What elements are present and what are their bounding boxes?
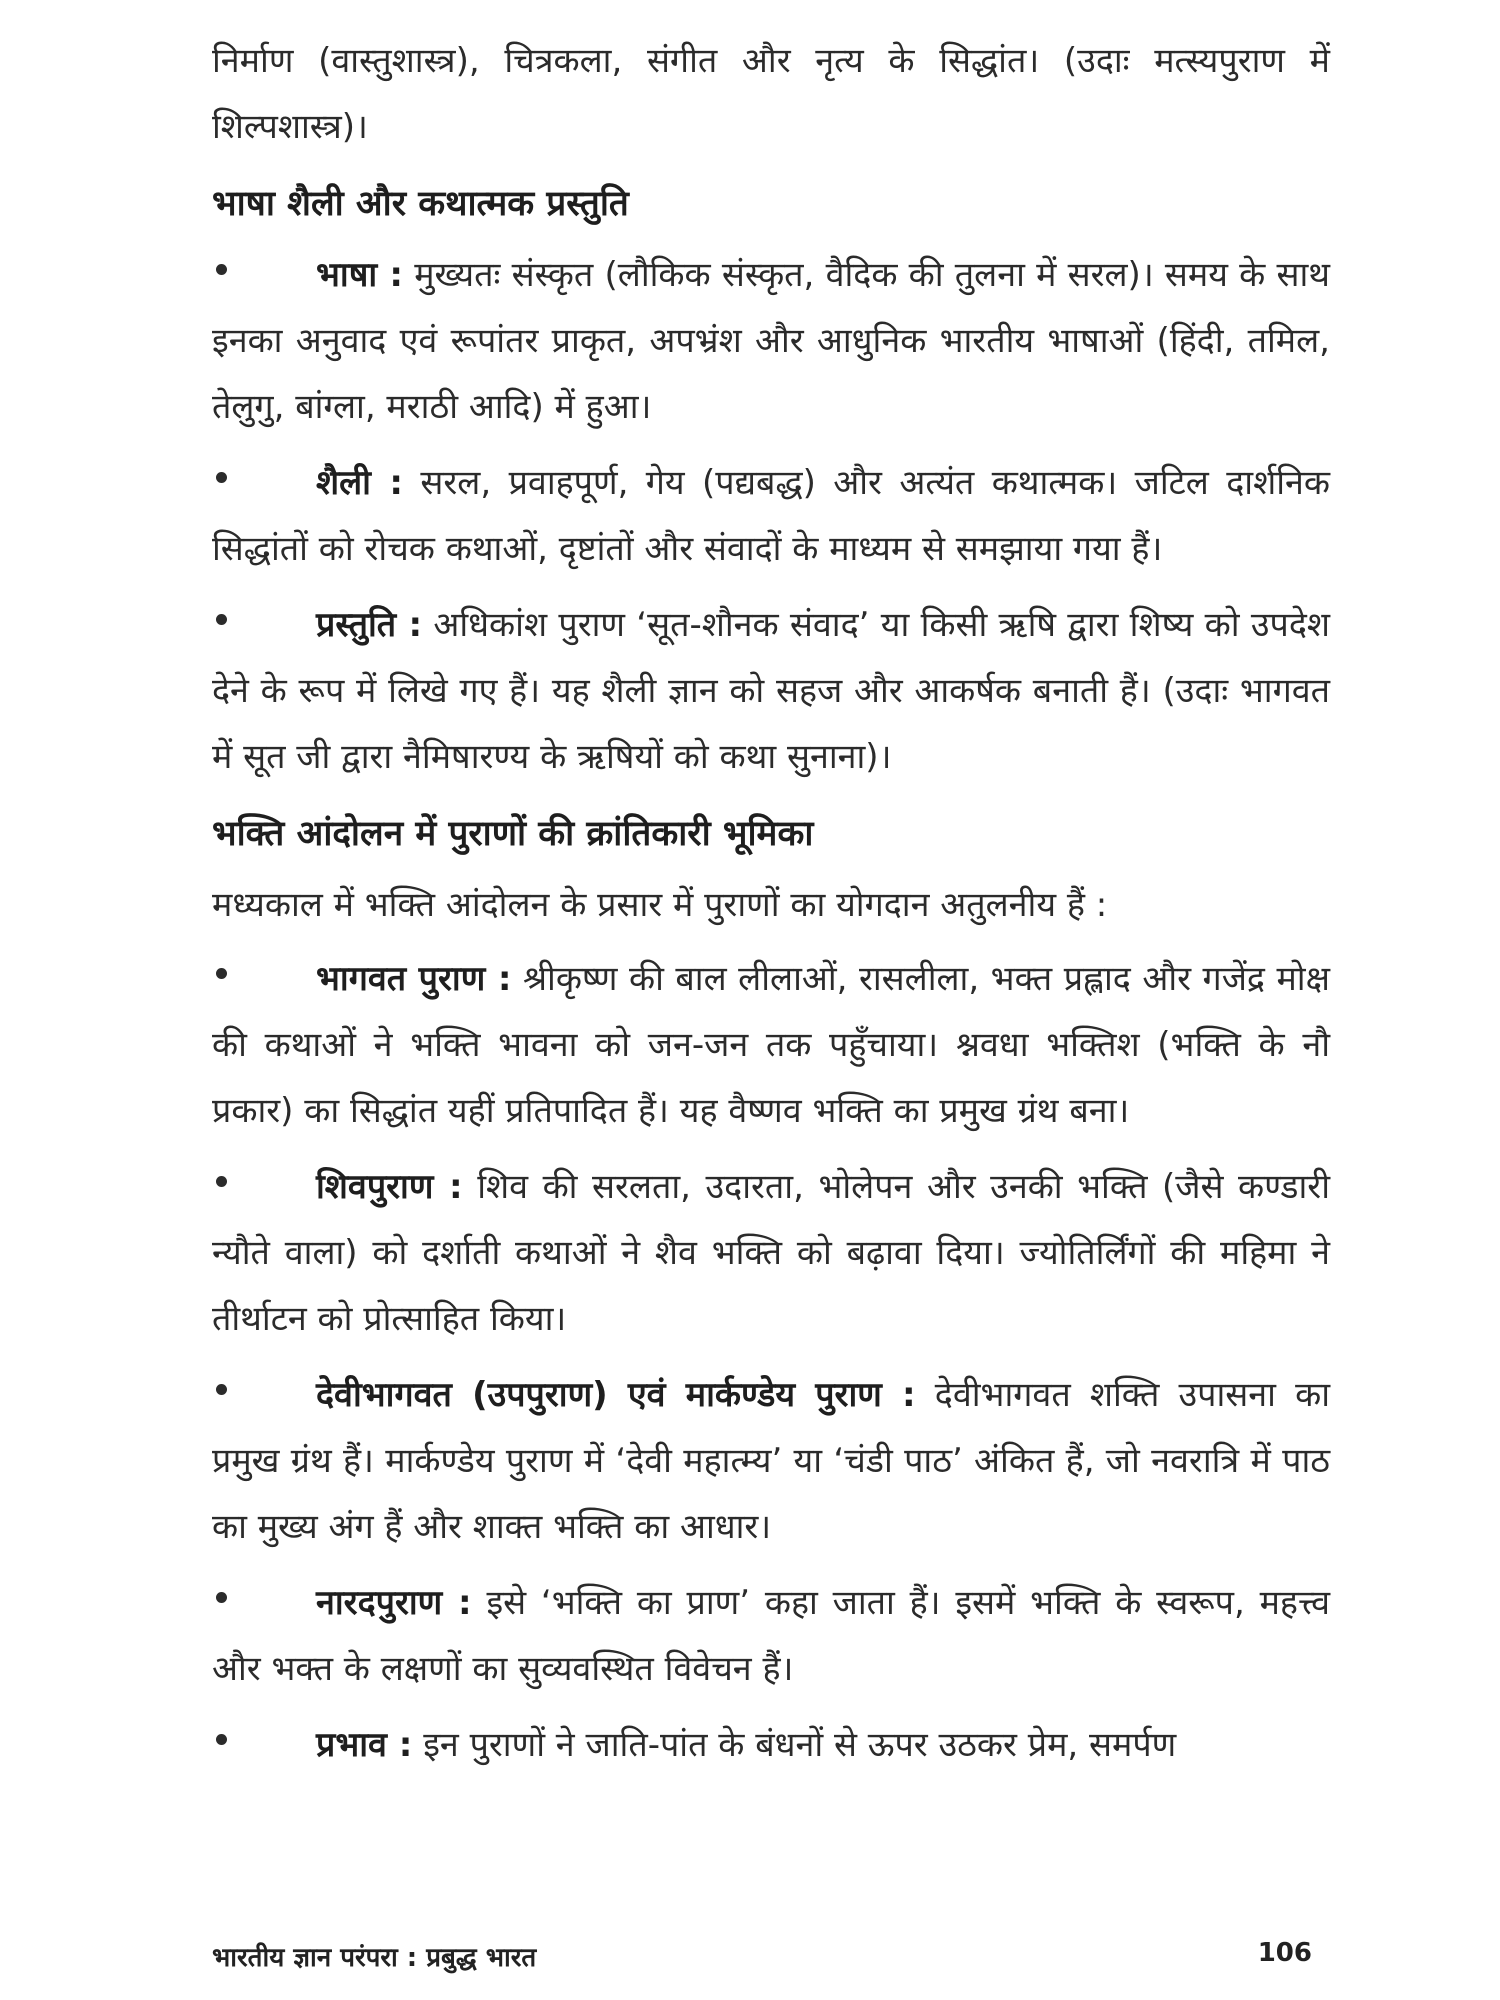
section-heading-language-style: भाषा शैली और कथात्मक प्रस्तुति <box>212 184 629 224</box>
bullet-icon <box>216 1592 227 1603</box>
bullet-term: भाषा : <box>316 255 403 295</box>
bullet-text: मुख्यतः संस्कृत (लौकिक संस्कृत, वैदिक की तुलना में सरल)। समय के साथ इनका अनुवाद एवं रूपांतर प्राकृत, अपभ्रंश और आधुनिक भारतीय भाषाओं (हिंदी, तमिल, तेलुगु, बांग्ला, मराठी आदि) में हुआ। <box>212 255 1330 427</box>
section-heading-bhakti-movement: भक्ति आंदोलन में पुराणों की क्रांतिकारी भूमिका <box>212 814 814 854</box>
bullet-text: इन पुराणों ने जाति-पांत के बंधनों से ऊपर उठकर प्रेम, समर्पण <box>423 1725 1177 1765</box>
bullet-item-style <box>212 450 1330 582</box>
bullet-item-bhagavat-purana <box>212 946 1330 1144</box>
bullet-icon <box>216 264 227 275</box>
bullet-icon <box>216 1734 227 1745</box>
bullet-item-language <box>212 242 1330 440</box>
page-number: 106 <box>1257 1938 1312 1968</box>
bullet-item-presentation <box>212 592 1330 790</box>
bullet-item-narad-purana <box>212 1570 1330 1702</box>
bullet-icon <box>216 1176 227 1187</box>
page-content <box>212 28 1330 1788</box>
bullet-text: सरल, प्रवाहपूर्ण, गेय (पद्यबद्ध) और अत्यंत कथात्मक। जटिल दार्शनिक सिद्धांतों को रोचक कथाओं, दृष्टांतों और संवादों के माध्यम से समझाया गया हैं। <box>212 463 1331 569</box>
bullet-term: देवीभागवत (उपपुराण) एवं मार्कण्डेय पुराण : <box>316 1375 916 1415</box>
intro-paragraph: निर्माण (वास्तुशास्त्र), चित्रकला, संगीत और नृत्य के सिद्धांत। (उदाः मत्स्यपुराण में शिल्पशास्त्र)। <box>212 41 1330 147</box>
bullet-icon <box>216 968 227 979</box>
bullet-text: देवीभागवत शक्ति उपासना का प्रमुख ग्रंथ हैं। मार्कण्डेय पुराण में ‘देवी महात्म्य’ या ‘चंडी पाठ’ अंकित हैं, जो नवरात्रि में पाठ का मुख्य अंग हैं और शाक्त भक्ति का आधार। <box>212 1375 1330 1547</box>
bullet-term: शैली : <box>316 463 404 503</box>
bullet-icon <box>216 472 227 483</box>
bullet-term: नारदपुराण : <box>316 1583 472 1623</box>
bullet-text: अधिकांश पुराण ‘सूत-शौनक संवाद’ या किसी ऋषि द्वारा शिष्य को उपदेश देने के रूप में लिखे गए हैं। यह शैली ज्ञान को सहज और आकर्षक बनाती हैं। (उदाः भागवत में सूत जी द्वारा नैमिषारण्य के ऋषियों को कथा सुनाना)। <box>212 605 1330 777</box>
bullet-term: शिवपुराण : <box>316 1167 463 1207</box>
bullet-item-influence <box>212 1712 1330 1778</box>
bullet-term: भागवत पुराण : <box>316 959 512 999</box>
bullet-text: श्रीकृष्ण की बाल लीलाओं, रासलीला, भक्त प्रह्लाद और गजेंद्र मोक्ष की कथाओं ने भक्ति भावना को जन-जन तक पहुँचाया। श्नवधा भक्तिश (भक्ति के नौ प्रकार) का सिद्धांत यहीं प्रतिपादित हैं। यह वैष्णव भक्ति का प्रमुख ग्रंथ बना। <box>212 959 1330 1131</box>
bullet-item-shiva-purana <box>212 1154 1330 1352</box>
section-intro-paragraph: मध्यकाल में भक्ति आंदोलन के प्रसार में पुराणों का योगदान अतुलनीय हैं : <box>212 885 1108 925</box>
bullet-term: प्रस्तुति : <box>316 605 423 645</box>
bullet-text: इसे ‘भक्ति का प्राण’ कहा जाता हैं। इसमें भक्ति के स्वरूप, महत्त्व और भक्त के लक्षणों का सुव्यवस्थित विवेचन हैं। <box>212 1583 1330 1689</box>
book-title: भारतीय ज्ञान परंपरा : प्रबुद्ध भारत <box>212 1943 537 1973</box>
bullet-text: शिव की सरलता, उदारता, भोलेपन और उनकी भक्ति (जैसे कण्डारी न्यौते वाला) को दर्शाती कथाओं ने शैव भक्ति को बढ़ावा दिया। ज्योतिर्लिंगों की महिमा ने तीर्थाटन को प्रोत्साहित किया। <box>212 1167 1331 1339</box>
bullet-icon <box>216 614 227 625</box>
bullet-icon <box>216 1384 227 1395</box>
bullet-term: प्रभाव : <box>316 1725 413 1765</box>
bullet-item-devi-bhagavat <box>212 1362 1330 1560</box>
